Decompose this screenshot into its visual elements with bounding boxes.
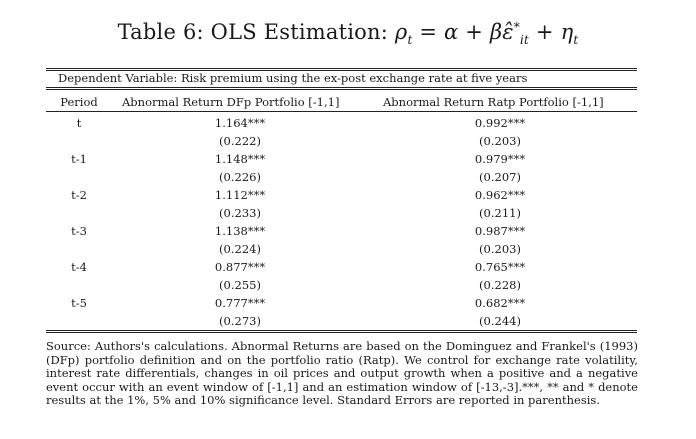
ratp-coefficient: 0.992*** — [474, 116, 526, 130]
dfp-coefficient: 0.877*** — [214, 260, 266, 274]
dfp-standard-error: (0.222) — [219, 134, 261, 148]
table-title-equation: $\rho_t = \alpha$ + $\beta\varepsilon̂^*_{it} + \eta_t$ — [394, 20, 579, 48]
dfp-standard-error: (0.255) — [219, 278, 261, 292]
period-cell: t — [76, 116, 82, 130]
header-dfp: Abnormal Return DFp Portfolio [-1,1] — [122, 95, 340, 109]
dfp-coefficient: 1.138*** — [214, 224, 266, 238]
ratp-standard-error: (0.211) — [479, 206, 521, 220]
dfp-coefficient: 0.777*** — [214, 296, 266, 310]
dfp-coefficient: 1.164*** — [214, 116, 266, 130]
ratp-coefficient: 0.962*** — [474, 188, 526, 202]
period-cell: t-1 — [71, 152, 87, 166]
table-title-prefix: Table 6: OLS Estimation: — [117, 20, 388, 44]
dependent-variable-label: Dependent Variable: Risk premium using the ex-post exchange rate at five years — [58, 71, 528, 85]
rule-under-dependent-1 — [46, 87, 637, 88]
ratp-coefficient: 0.682*** — [474, 296, 526, 310]
header-ratp: Abnormal Return Ratp Portfolio [-1,1] — [383, 95, 604, 109]
top-rule-1 — [46, 68, 637, 69]
dfp-standard-error: (0.273) — [219, 314, 261, 328]
header-period: Period — [60, 95, 98, 109]
bottom-rule-1 — [46, 330, 637, 331]
period-cell: t-2 — [71, 188, 87, 202]
dfp-coefficient: 1.148*** — [214, 152, 266, 166]
source-note: Source: Authors's calculations. Abnormal Returns are based on the Dominguez and Frankel's (1993) (DFp) portfolio definition and on the portfolio ratio (Ratp). We control for exchange rate volatility, interest rate differentials, changes in oil prices and output growth when a positive and a negative event occur with an event window of [-1,1] and an estimation window of [-13,-3].***, ** and * denote results at the 1%, 5% and 10% significance level. Standard Errors are reported in parenthesis. — [46, 339, 638, 408]
ratp-standard-error: (0.228) — [479, 278, 521, 292]
ratp-coefficient: 0.979*** — [474, 152, 526, 166]
dfp-coefficient: 1.112*** — [214, 188, 266, 202]
bottom-rule-2 — [46, 332, 637, 333]
ratp-standard-error: (0.244) — [479, 314, 521, 328]
period-cell: t-5 — [71, 296, 87, 310]
ratp-standard-error: (0.203) — [479, 134, 521, 148]
ratp-standard-error: (0.203) — [479, 242, 521, 256]
dfp-standard-error: (0.224) — [219, 242, 261, 256]
period-cell: t-3 — [71, 224, 87, 238]
table-title — [0, 20, 696, 47]
dfp-standard-error: (0.233) — [219, 206, 261, 220]
ratp-coefficient: 0.987*** — [474, 224, 526, 238]
rule-under-dependent-2 — [46, 89, 637, 90]
ratp-coefficient: 0.765*** — [474, 260, 526, 274]
dfp-standard-error: (0.226) — [219, 170, 261, 184]
period-cell: t-4 — [71, 260, 87, 274]
ratp-standard-error: (0.207) — [479, 170, 521, 184]
header-rule — [46, 111, 637, 112]
